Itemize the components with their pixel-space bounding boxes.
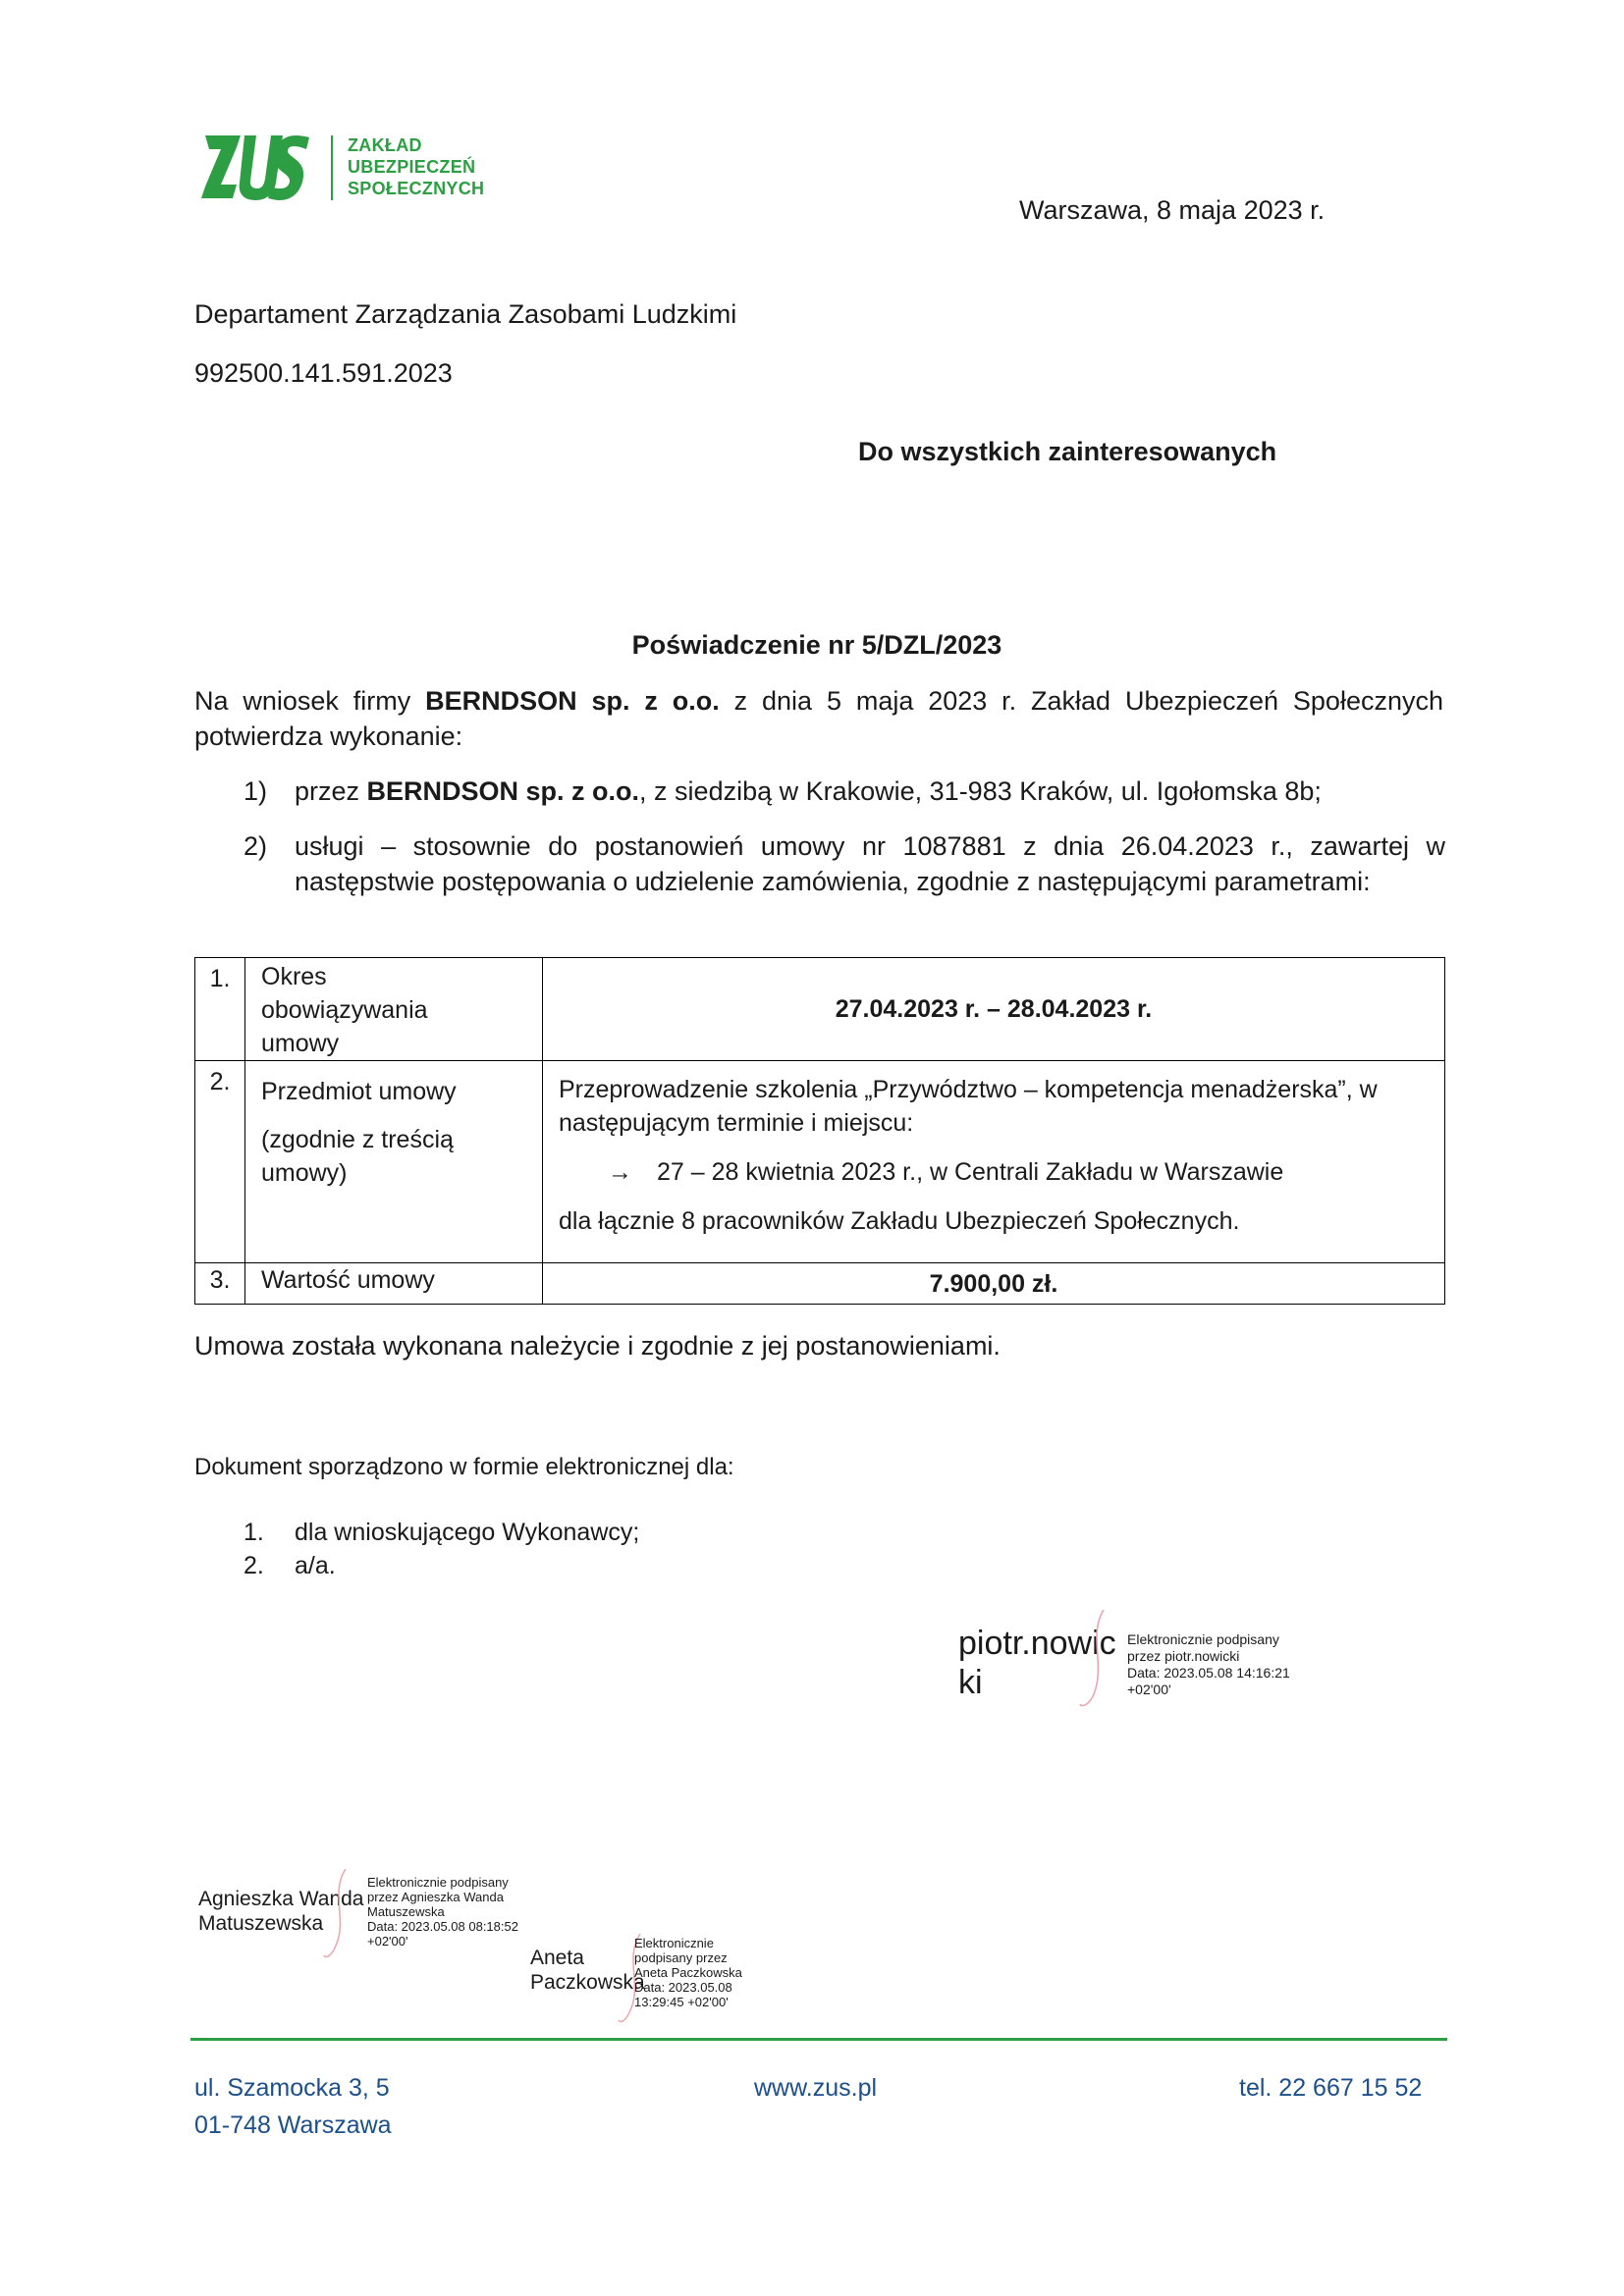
logo-line: SPOŁECZNYCH bbox=[348, 179, 485, 198]
table-label: Okres obowiązywania umowy bbox=[261, 963, 428, 1057]
signature-detail-line: Data: 2023.05.08 08:18:52 bbox=[367, 1919, 518, 1934]
signature-detail-line: +02'00' bbox=[1127, 1682, 1171, 1697]
signature-name-line: Matuszewska bbox=[198, 1912, 324, 1935]
table-cell-value: 27.04.2023 r. – 28.04.2023 r. bbox=[543, 958, 1445, 1061]
list-text: dla wnioskującego Wykonawcy; bbox=[295, 1519, 640, 1546]
company-name: BERNDSON sp. z o.o. bbox=[425, 686, 720, 716]
subject-participants: dla łącznie 8 pracowników Zakładu Ubezpieczeń Społecznych. bbox=[559, 1207, 1240, 1235]
footer-address bbox=[194, 2069, 392, 2144]
signature-detail-line: podpisany przez bbox=[634, 1950, 728, 1965]
logo-separator bbox=[331, 135, 333, 200]
distribution-title: Dokument sporządzono w formie elektronicznej dla: bbox=[194, 1454, 734, 1480]
conclusion-text: Umowa została wykonana należycie i zgodnie z jej postanowieniami. bbox=[194, 1331, 1001, 1361]
signature-detail-line: Data: 2023.05.08 bbox=[634, 1980, 732, 1995]
subject-description: Przeprowadzenie szkolenia „Przywództwo – kompetencja menadżerska”, w następującym terminie i miejscu: bbox=[559, 1076, 1378, 1137]
table-cell-number: 2. bbox=[195, 1061, 245, 1263]
signature-detail-line: Aneta Paczkowska bbox=[634, 1965, 742, 1980]
footer-phone: tel. 22 667 15 52 bbox=[1239, 2074, 1423, 2102]
list-item bbox=[244, 828, 1445, 899]
signature-detail-line: Matuszewska bbox=[367, 1904, 445, 1919]
list-item bbox=[244, 1516, 639, 1549]
intro-paragraph bbox=[194, 683, 1443, 754]
table-cell-label: Wartość umowy bbox=[245, 1263, 543, 1305]
footer-address-line: ul. Szamocka 3, 5 bbox=[194, 2074, 390, 2102]
table-label: Przedmiot umowy bbox=[261, 1078, 457, 1105]
logo-wordmark bbox=[348, 134, 484, 199]
reference-number: 992500.141.591.2023 bbox=[194, 358, 453, 388]
signature-name-line: ki bbox=[958, 1664, 983, 1701]
table-cell-value: 7.900,00 zł. bbox=[543, 1263, 1445, 1305]
signature-detail-line: Elektronicznie podpisany bbox=[367, 1875, 509, 1890]
signature-detail-line: Elektronicznie podpisany bbox=[1127, 1631, 1279, 1647]
intro-prefix: Na wniosek firmy bbox=[194, 686, 426, 716]
subject-item-text: 27 – 28 kwietnia 2023 r., w Centrali Zakładu w Warszawie bbox=[657, 1158, 1284, 1186]
list-text: usługi – stosownie do postanowień umowy nr 1087881 z dnia 26.04.2023 r., zawartej w następstwie postępowania o udzielenie zamówienia, zgodnie z następującymi parametrami: bbox=[295, 831, 1445, 896]
company-name: BERNDSON sp. z o.o. bbox=[366, 776, 640, 806]
logo-line: UBEZPIECZEŃ bbox=[348, 157, 476, 177]
distribution-list bbox=[244, 1516, 639, 1582]
list-number: 2) bbox=[244, 831, 268, 861]
signature-name-line: Agnieszka Wanda bbox=[198, 1888, 364, 1910]
signature-details bbox=[367, 1875, 518, 1949]
list-item bbox=[244, 1549, 639, 1582]
table-cell-label bbox=[245, 958, 543, 1061]
signature-detail-line: przez piotr.nowicki bbox=[1127, 1648, 1240, 1664]
subject-item bbox=[559, 1155, 1429, 1189]
list-number: 1) bbox=[244, 776, 268, 806]
table-row bbox=[195, 958, 1445, 1061]
list-number: 1. bbox=[244, 1519, 264, 1546]
intro-suffix: z dnia 5 maja 2023 r. Zakład Ubezpieczeń Społecznych potwierdza wykonanie: bbox=[194, 686, 1443, 751]
signature-details bbox=[1127, 1631, 1290, 1698]
table-row bbox=[195, 1061, 1445, 1263]
list-item bbox=[244, 774, 1445, 809]
list-text: a/a. bbox=[295, 1552, 336, 1579]
signature-details bbox=[634, 1936, 742, 2009]
list-number: 2. bbox=[244, 1552, 264, 1579]
department-name: Departament Zarządzania Zasobami Ludzkimi bbox=[194, 299, 737, 329]
date-place: Warszawa, 8 maja 2023 r. bbox=[1019, 195, 1326, 225]
list-prefix: przez bbox=[295, 776, 367, 806]
logo-line: ZAKŁAD bbox=[348, 135, 422, 155]
signature-detail-line: +02'00' bbox=[367, 1934, 408, 1949]
table-row bbox=[195, 1263, 1445, 1305]
footer-address-line: 01-748 Warszawa bbox=[194, 2111, 392, 2139]
signature-detail-line: Elektronicznie bbox=[634, 1936, 714, 1950]
document-title: Poświadczenie nr 5/DZL/2023 bbox=[631, 630, 1002, 660]
parameters-table bbox=[194, 957, 1445, 1305]
table-label-note: (zgodnie z treścią umowy) bbox=[261, 1126, 454, 1187]
table-cell-value bbox=[543, 1061, 1445, 1263]
signature-name-line: Aneta bbox=[530, 1947, 584, 1969]
list-text: , z siedzibą w Krakowie, 31-983 Kraków, ul. Igołomska 8b; bbox=[639, 776, 1322, 806]
signature-detail-line: Data: 2023.05.08 14:16:21 bbox=[1127, 1665, 1290, 1681]
signature-name-line: piotr.nowic bbox=[958, 1625, 1116, 1662]
table-cell-number: 1. bbox=[195, 958, 245, 1061]
table-cell-number: 3. bbox=[195, 1263, 245, 1305]
signature-flourish-icon bbox=[1076, 1606, 1115, 1714]
signature-detail-line: przez Agnieszka Wanda bbox=[367, 1890, 504, 1904]
footer-website-link[interactable]: www.zus.pl bbox=[754, 2074, 878, 2102]
signature-flourish-icon bbox=[320, 1865, 355, 1963]
addressee: Do wszystkich zainteresowanych bbox=[858, 437, 1277, 466]
footer-divider bbox=[190, 2038, 1447, 2041]
zus-logo-mark bbox=[201, 133, 311, 202]
signature-detail-line: 13:29:45 +02'00' bbox=[634, 1995, 729, 2009]
table-cell-label bbox=[245, 1061, 543, 1263]
signature-name-line: Paczkowska bbox=[530, 1971, 645, 1994]
arrow-icon: → bbox=[608, 1158, 632, 1186]
